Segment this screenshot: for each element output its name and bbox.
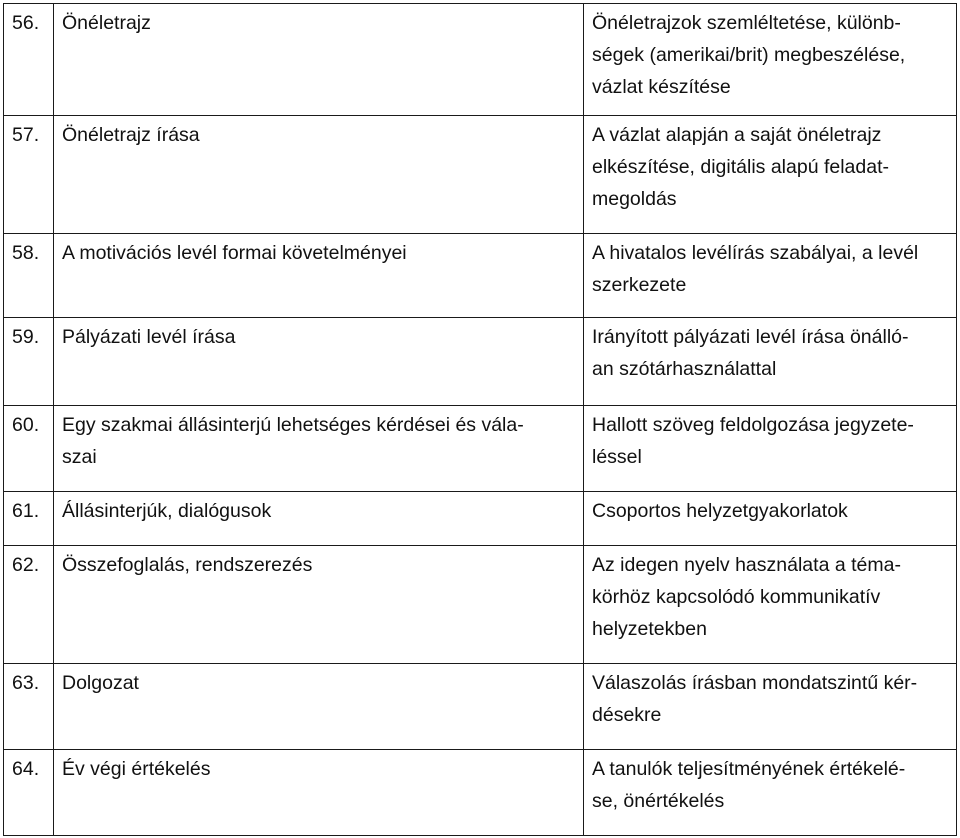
table-row bbox=[4, 750, 957, 836]
lesson-topic: A motivációs levél formai követelményei bbox=[54, 234, 584, 318]
table-row bbox=[4, 318, 957, 406]
table-row bbox=[4, 406, 957, 492]
lesson-number: 61. bbox=[4, 492, 54, 546]
lesson-plan-table bbox=[3, 3, 957, 836]
lesson-topic: Év végi értékelés bbox=[54, 750, 584, 836]
table-row bbox=[4, 116, 957, 234]
lesson-number: 63. bbox=[4, 664, 54, 750]
lesson-topic: Pályázati levél írása bbox=[54, 318, 584, 406]
lesson-number: 57. bbox=[4, 116, 54, 234]
lesson-description: Csoportos helyzetgyakorlatok bbox=[584, 492, 957, 546]
lesson-description: A hivatalos levélírás szabályai, a levél szerkezete bbox=[584, 234, 957, 318]
lesson-description: Hallott szöveg feldolgozása jegyzete- léssel bbox=[584, 406, 957, 492]
lesson-description: Irányított pályázati levél írása önálló- an szótárhasználattal bbox=[584, 318, 957, 406]
lesson-topic: Állásinterjúk, dialógusok bbox=[54, 492, 584, 546]
lesson-number: 59. bbox=[4, 318, 54, 406]
lesson-number: 58. bbox=[4, 234, 54, 318]
lesson-number: 64. bbox=[4, 750, 54, 836]
lesson-description: Önéletrajzok szemléltetése, különb- ségek (amerikai/brit) megbeszélése, vázlat készítése bbox=[584, 4, 957, 116]
lesson-number: 56. bbox=[4, 4, 54, 116]
lesson-topic: Összefoglalás, rendszerezés bbox=[54, 546, 584, 664]
table-row bbox=[4, 546, 957, 664]
lesson-number: 60. bbox=[4, 406, 54, 492]
lesson-description: A vázlat alapján a saját önéletrajz elkészítése, digitális alapú feladat- megoldás bbox=[584, 116, 957, 234]
table-row bbox=[4, 492, 957, 546]
table-row bbox=[4, 234, 957, 318]
lesson-topic: Önéletrajz írása bbox=[54, 116, 584, 234]
lesson-description: Az idegen nyelv használata a téma- körhöz kapcsolódó kommunikatív helyzetekben bbox=[584, 546, 957, 664]
lesson-topic: Egy szakmai állásinterjú lehetséges kérdései és vála- szai bbox=[54, 406, 584, 492]
lesson-description: Válaszolás írásban mondatszintű kér- désekre bbox=[584, 664, 957, 750]
lesson-topic: Dolgozat bbox=[54, 664, 584, 750]
table-row bbox=[4, 664, 957, 750]
lesson-description: A tanulók teljesítményének értékelé- se, önértékelés bbox=[584, 750, 957, 836]
lesson-number: 62. bbox=[4, 546, 54, 664]
table-row bbox=[4, 4, 957, 116]
lesson-topic: Önéletrajz bbox=[54, 4, 584, 116]
